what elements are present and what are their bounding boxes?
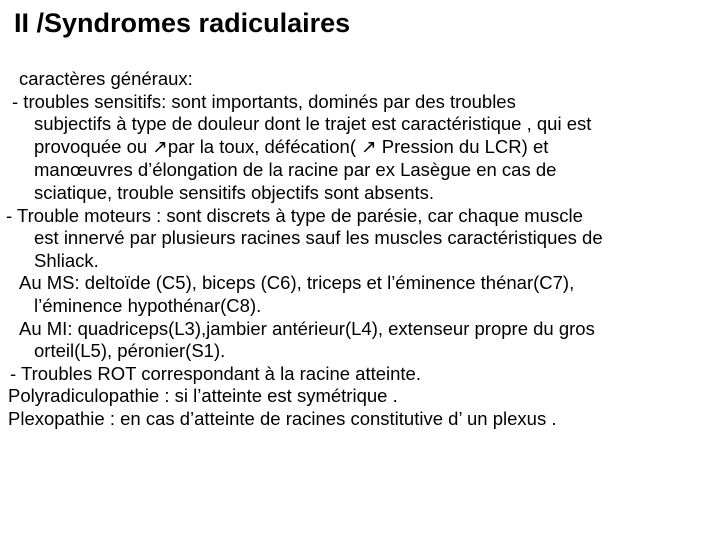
mi-line-1: Au MI: quadriceps(L3),jambier antérieur(L4), extenseur propre du gros — [19, 317, 595, 339]
slide-body — [0, 68, 716, 431]
sensitive-line-5: sciatique, trouble sensitifs objectifs sont absents. — [34, 181, 435, 203]
sensitive-line-2: subjectifs à type de douleur dont le trajet est caractéristique , qui est — [34, 113, 592, 135]
motor-troubles-paragraph — [0, 205, 716, 273]
ms-line-2: l’éminence hypothénar(C8). — [34, 294, 262, 316]
sensitive-line-3b: par la toux, défécation( — [167, 135, 362, 157]
arrow-up-right-icon: ↗ — [361, 136, 377, 158]
slide-title: II /Syndromes radiculaires — [14, 8, 351, 38]
ms-line-1: Au MS: deltoïde (C5), biceps (C6), triceps et l’éminence thénar(C7), — [19, 272, 575, 294]
motor-line-2: est innervé par plusieurs racines sauf les muscles caractéristiques de — [34, 227, 603, 249]
polyradiculopathie-line: Polyradiculopathie : si l’atteinte est symétrique . — [8, 385, 398, 407]
rot-line: - Troubles ROT correspondant à la racine atteinte. — [10, 362, 421, 384]
ms-paragraph — [0, 272, 716, 317]
mi-line-2: orteil(L5), péronier(S1). — [34, 340, 226, 362]
section-heading: caractères généraux: — [19, 68, 193, 89]
sensitive-line-4: manœuvres d’élongation de la racine par ex Lasègue en cas de — [34, 159, 557, 181]
sensitive-troubles-paragraph — [0, 91, 716, 205]
sensitive-line-3c: Pression du LCR) et — [376, 135, 549, 157]
sensitive-line-1: - troubles sensitifs: sont importants, dominés par des troubles — [12, 90, 516, 112]
sensitive-line-3 — [0, 136, 716, 160]
sensitive-line-3a: provoquée ou — [34, 135, 153, 157]
arrow-up-right-icon: ↗ — [152, 136, 168, 158]
mi-paragraph — [0, 318, 716, 363]
motor-line-3: Shliack. — [34, 249, 99, 271]
motor-line-1: - Trouble moteurs : sont discrets à type de parésie, car chaque muscle — [6, 204, 583, 226]
plexopathie-line: Plexopathie : en cas d’atteinte de racines constitutive d’ un plexus . — [8, 407, 557, 429]
